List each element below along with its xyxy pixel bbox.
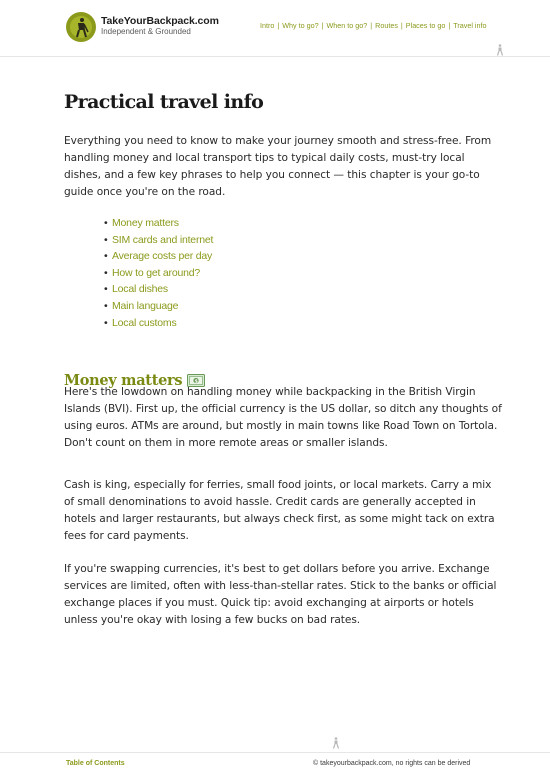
top-navigation: Intro | Why to go? | When to go? | Routes | Places to go | Travel info bbox=[260, 21, 487, 30]
backpacker-logo-icon[interactable] bbox=[66, 12, 96, 42]
nav-when-to-go[interactable]: When to go? bbox=[326, 21, 368, 30]
toc-link-average-costs[interactable]: Average costs per day bbox=[112, 250, 213, 263]
toc-link-local-customs[interactable]: Local customs bbox=[112, 316, 177, 329]
brand-name[interactable]: TakeYourBackpack.com bbox=[101, 15, 219, 27]
paragraph: Here's the lowdown on handling money while backpacking in the British Virgin Islands (BVI). First up, the official currency is the US dollar, so ditch any thoughts of using euros. ATMs are around, but mostly in main towns like Road Town on Tortola. Don't count on them in more remote areas or smaller islands. bbox=[64, 386, 502, 449]
svg-text:$: $ bbox=[194, 379, 198, 385]
section-heading-text: Money matters bbox=[64, 372, 183, 389]
chapter-contents-list bbox=[104, 215, 213, 331]
list-item: • Local customs bbox=[104, 316, 177, 329]
footer-divider bbox=[0, 752, 550, 753]
list-item: • Average costs per day bbox=[104, 250, 213, 263]
nav-why-to-go[interactable]: Why to go? bbox=[282, 21, 319, 30]
list-item: • Main language bbox=[104, 299, 179, 312]
toc-link-main-language[interactable]: Main language bbox=[112, 299, 179, 312]
toc-link-sim-cards[interactable]: SIM cards and internet bbox=[112, 233, 214, 246]
toc-link-money-matters[interactable]: Money matters bbox=[112, 217, 179, 229]
table-of-contents-link[interactable]: Table of Contents bbox=[66, 760, 125, 767]
nav-routes[interactable]: Routes bbox=[375, 21, 398, 30]
page-title: Practical travel info bbox=[64, 91, 264, 113]
toc-link-get-around[interactable]: How to get around? bbox=[112, 266, 201, 279]
list-item: • Money matters bbox=[104, 217, 179, 229]
page-header bbox=[0, 0, 550, 56]
brand-tagline: Independent & Grounded bbox=[101, 27, 191, 36]
copyright-notice: © takeyourbackpack.com, no rights can be derived bbox=[313, 760, 471, 767]
list-item: • SIM cards and internet bbox=[104, 233, 214, 246]
nav-intro[interactable]: Intro bbox=[260, 21, 275, 30]
toc-link-local-dishes[interactable]: Local dishes bbox=[112, 283, 168, 296]
header-divider bbox=[0, 56, 550, 57]
hiker-icon bbox=[495, 44, 505, 56]
intro-paragraph: Everything you need to know to make your journey smooth and stress-free. From handling money and local transport tips to typical daily costs, must-try local dishes, and a few key phrases to help you connect — this chapter is your go-to guide once you're on the road. bbox=[64, 135, 492, 198]
paragraph: Cash is king, especially for ferries, small food joints, or local markets. Carry a mix of small denominations to avoid hassle. Credit cards are generally accepted in hotels and larger restaurants, but always check first, as some might tack on extra fees for card payments. bbox=[64, 479, 495, 542]
paragraph: If you're swapping currencies, it's best to get dollars before you arrive. Exchange services are limited, often with less-than-stellar rates. Stick to the banks or official exchange places if you must. Quick tip: avoid exchanging at airports or hotels unless you're okay with losing a few bucks on bad rates. bbox=[64, 563, 497, 626]
hiker-icon bbox=[331, 737, 341, 749]
nav-travel-info[interactable]: Travel info bbox=[453, 21, 487, 30]
nav-places-to-go[interactable]: Places to go bbox=[405, 21, 446, 30]
list-item: • How to get around? bbox=[104, 266, 201, 279]
list-item: • Local dishes bbox=[104, 283, 168, 296]
